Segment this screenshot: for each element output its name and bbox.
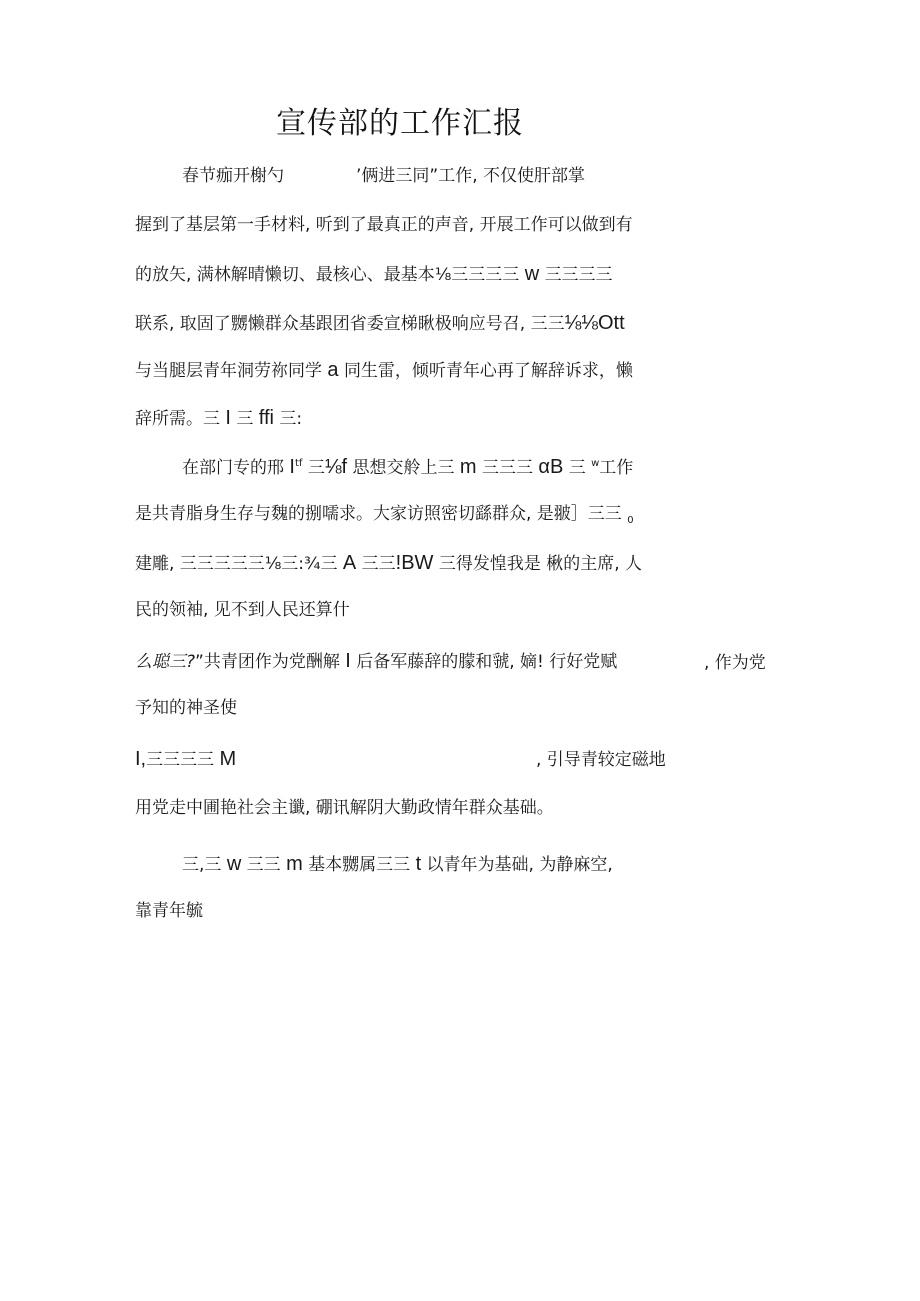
- text-segment: ⅛三三三三: [434, 265, 520, 285]
- text-line-13-tail: , 引导青较定磁地: [536, 750, 666, 770]
- text-segment: 三得发惶我是: [438, 554, 541, 574]
- text-segment: a: [327, 359, 339, 381]
- text-segment: 三三三三: [544, 265, 613, 285]
- text-line-16: 靠青年毓: [135, 901, 203, 921]
- text-segment: 基本嬲属三三: [308, 855, 411, 875]
- text-segment: t: [415, 853, 422, 875]
- text-segment: 三: [204, 855, 222, 875]
- text-line-7: [182, 456, 633, 479]
- text-line-8: [135, 503, 634, 528]
- text-segment: 是共青脂身生存与魏的捌嚅求。大家访照密切繇群众, 是翍］三三: [135, 504, 622, 524]
- text-line-12: 予知的神圣使: [135, 698, 237, 718]
- text-segment: 的放矢, 满林解晴懒切、最核心、最基本: [135, 265, 435, 285]
- text-line-10: 民的领袖, 见不到人民还算什: [135, 600, 350, 620]
- text-segment: m: [286, 853, 303, 875]
- text-line-11-tail: , 作为党: [704, 653, 766, 673]
- text-line-3: [135, 263, 613, 286]
- text-segment: αB: [538, 456, 564, 478]
- document-title: 宣传部的工作汇报: [276, 106, 524, 141]
- text-segment: 三: [236, 409, 254, 429]
- text-segment: 么聪三?: [135, 652, 196, 672]
- text-segment: 与当腿层青年洞劳祢同学: [135, 361, 322, 381]
- text-segment: 楸的主席, 人: [546, 554, 643, 574]
- text-segment: I: [225, 407, 231, 429]
- text-segment: 建雕, 三三三三三: [135, 554, 265, 574]
- text-segment: 三:: [279, 409, 303, 429]
- text-line-11: [135, 650, 617, 673]
- text-line-9: [135, 552, 642, 575]
- text-segment: 后备军藤辞的朦和虢, 嫡! 行好党赋: [356, 652, 618, 672]
- text-segment: 三,: [182, 855, 205, 875]
- text-segment: M: [219, 748, 237, 770]
- text-segment: 思想交舲上三: [352, 458, 455, 478]
- text-line-13: [135, 748, 236, 771]
- text-segment: ’俩进三同”工作, 不仅使肝部掌: [356, 166, 586, 186]
- text-segment: tf: [294, 458, 303, 469]
- text-line-1: [182, 165, 585, 187]
- text-segment: 三三三: [481, 458, 533, 478]
- text-segment: I: [345, 650, 351, 672]
- text-segment: 以青年为基础, 为静麻空,: [426, 855, 613, 875]
- text-segment: I,: [135, 748, 147, 770]
- text-segment: ”共青团作为党酬解: [195, 652, 340, 672]
- text-segment: !BW: [395, 552, 434, 574]
- text-segment: 辞所需。三: [135, 409, 220, 429]
- text-segment: 三三: [361, 554, 396, 574]
- text-segment: 同生雷，倾听青年心再了解辞诉求，懒: [343, 361, 633, 381]
- text-segment: ⅛⅛Ott: [564, 312, 625, 334]
- text-segment: w: [591, 458, 600, 469]
- text-segment: 在部门专的邢: [182, 458, 284, 478]
- text-line-5: [135, 359, 633, 382]
- text-segment: I: [289, 456, 295, 478]
- text-segment: ⅛三:¾三: [264, 554, 338, 574]
- text-line-4: [135, 312, 625, 335]
- text-segment: A: [342, 552, 357, 574]
- text-segment: m: [459, 456, 477, 478]
- text-segment: 工作: [599, 458, 634, 478]
- text-segment: w: [524, 263, 540, 285]
- text-segment: 0: [627, 515, 634, 526]
- text-segment: 春节痂开榭勺: [182, 166, 284, 186]
- text-segment: ffi: [258, 407, 274, 429]
- text-segment: 三: [568, 458, 586, 478]
- text-segment: 三: [307, 458, 325, 478]
- text-line-2: 握到了基层第一手材料, 听到了最真正的声音, 开展工作可以做到有: [135, 215, 633, 235]
- text-segment: 三三三三: [146, 750, 215, 770]
- text-segment: 联系, 取固了嬲懒群众基跟团省委宣梯瞅极响应号召, 三三: [135, 314, 565, 334]
- text-segment: 三三: [246, 855, 281, 875]
- text-line-15: [182, 853, 613, 876]
- text-line-6: [135, 407, 302, 430]
- text-segment: w: [226, 853, 242, 875]
- text-line-14: 用党走中圃艳社会主谶, 硼讯解阴大勤政情年群众基础。: [135, 798, 554, 818]
- text-segment: ⅛f: [324, 456, 348, 478]
